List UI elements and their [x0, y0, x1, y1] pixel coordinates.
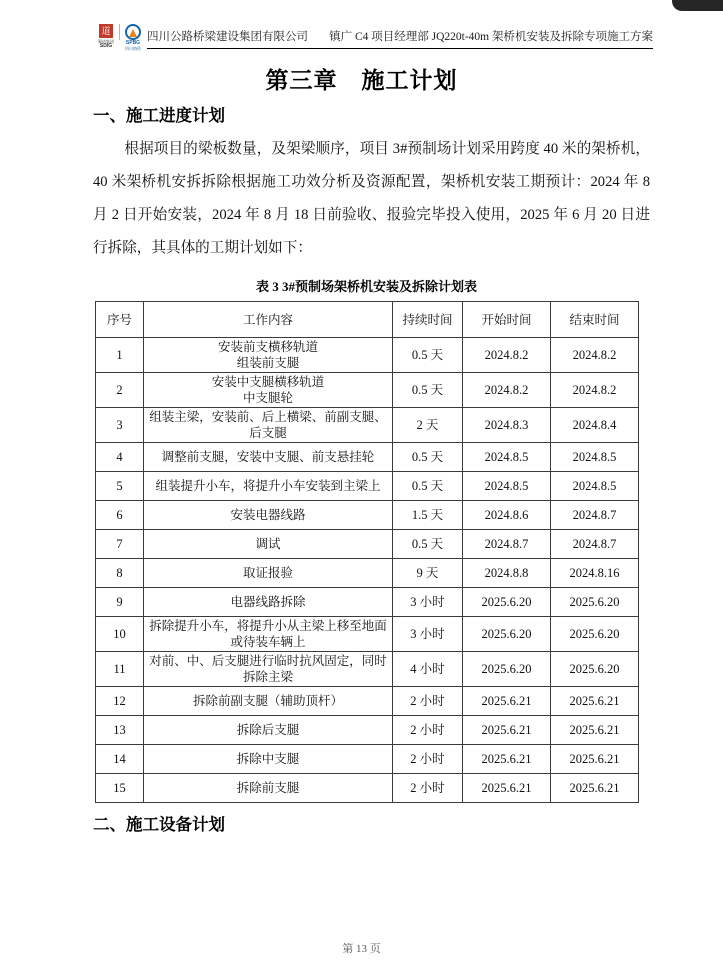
work-content-cell: 拆除后支腿: [144, 716, 393, 745]
spbg-logo-caption: SPBG 四川路桥: [125, 40, 141, 51]
start-date-cell: 2024.8.8: [463, 559, 551, 588]
work-content-cell: 调整前支腿，安装中支腿、前支悬挂轮: [144, 443, 393, 472]
duration-cell: 9 天: [393, 559, 463, 588]
table-row: [96, 745, 639, 774]
duration-cell: 2 小时: [393, 774, 463, 803]
end-date-cell: 2024.8.7: [551, 501, 639, 530]
duration-cell: 0.5 天: [393, 373, 463, 408]
table-row: [96, 373, 639, 408]
duration-cell: 0.5 天: [393, 443, 463, 472]
start-date-cell: 2024.8.5: [463, 443, 551, 472]
start-date-cell: 2025.6.20: [463, 588, 551, 617]
work-content-cell: 电器线路拆除: [144, 588, 393, 617]
schedule-table: [95, 301, 639, 803]
duration-cell: 2 天: [393, 408, 463, 443]
duration-cell: 2 小时: [393, 687, 463, 716]
col-header-duration: 持续时间: [393, 302, 463, 338]
end-date-cell: 2025.6.21: [551, 745, 639, 774]
work-content-cell: 拆除中支腿: [144, 745, 393, 774]
end-date-cell: 2025.6.21: [551, 774, 639, 803]
end-date-cell: 2024.8.4: [551, 408, 639, 443]
table-row: [96, 774, 639, 803]
work-content-cell: 安装前支横移轨道 组装前支腿: [144, 338, 393, 373]
sdig-logo-icon: 道: [99, 24, 113, 38]
table-row: [96, 559, 639, 588]
table-row: [96, 687, 639, 716]
doc-title: 镇广 C4 项目经理部 JQ220t-40m 架桥机安装及拆除专项施工方案: [329, 31, 653, 43]
section2-heading: 二、施工设备计划: [93, 816, 225, 834]
start-date-cell: 2024.8.3: [463, 408, 551, 443]
start-date-cell: 2024.8.2: [463, 373, 551, 408]
work-content-cell: 对前、中、后支腿进行临时抗风固定，同时 拆除主梁: [144, 652, 393, 687]
end-date-cell: 2025.6.20: [551, 617, 639, 652]
table-row: [96, 501, 639, 530]
row-num-cell: 8: [96, 559, 144, 588]
row-num-cell: 4: [96, 443, 144, 472]
work-content-cell: 组装主梁，安装前、后上横梁、前副支腿、 后支腿: [144, 408, 393, 443]
end-date-cell: 2024.8.16: [551, 559, 639, 588]
row-num-cell: 1: [96, 338, 144, 373]
row-num-cell: 15: [96, 774, 144, 803]
duration-cell: 3 小时: [393, 617, 463, 652]
row-num-cell: 12: [96, 687, 144, 716]
end-date-cell: 2024.8.5: [551, 472, 639, 501]
table-row: [96, 588, 639, 617]
table-row: [96, 443, 639, 472]
work-content-cell: 取证报验: [144, 559, 393, 588]
section1-heading: 一、施工进度计划: [93, 107, 225, 125]
row-num-cell: 10: [96, 617, 144, 652]
end-date-cell: 2025.6.21: [551, 687, 639, 716]
row-num-cell: 14: [96, 745, 144, 774]
company-name: 四川公路桥梁建设集团有限公司: [147, 31, 308, 43]
start-date-cell: 2025.6.21: [463, 745, 551, 774]
work-content-cell: 拆除前支腿: [144, 774, 393, 803]
row-num-cell: 6: [96, 501, 144, 530]
start-date-cell: 2024.8.2: [463, 338, 551, 373]
page-footer: [0, 940, 723, 956]
work-content-cell: 调试: [144, 530, 393, 559]
start-date-cell: 2024.8.5: [463, 472, 551, 501]
row-num-cell: 3: [96, 408, 144, 443]
row-num-cell: 11: [96, 652, 144, 687]
duration-cell: 0.5 天: [393, 472, 463, 501]
row-num-cell: 2: [96, 373, 144, 408]
page-number: 第 13 页: [342, 943, 381, 955]
row-num-cell: 13: [96, 716, 144, 745]
row-num-cell: 9: [96, 588, 144, 617]
work-content-cell: 安装中支腿横移轨道 中支腿轮: [144, 373, 393, 408]
sdig-logo-caption: 蜀道集团 SDIG: [98, 39, 114, 49]
start-date-cell: 2025.6.21: [463, 716, 551, 745]
end-date-cell: 2024.8.2: [551, 338, 639, 373]
table-row: [96, 617, 639, 652]
table-header-row: [96, 302, 639, 338]
start-date-cell: 2024.8.6: [463, 501, 551, 530]
duration-cell: 4 小时: [393, 652, 463, 687]
end-date-cell: 2024.8.7: [551, 530, 639, 559]
work-content-cell: 安装电器线路: [144, 501, 393, 530]
end-date-cell: 2024.8.5: [551, 443, 639, 472]
table-row: [96, 338, 639, 373]
row-num-cell: 7: [96, 530, 144, 559]
chapter-title: 第三章 施工计划: [265, 67, 458, 93]
schedule-table-body: [96, 338, 639, 803]
col-header-content: 工作内容: [144, 302, 393, 338]
start-date-cell: 2025.6.21: [463, 687, 551, 716]
table-row: [96, 408, 639, 443]
duration-cell: 3 小时: [393, 588, 463, 617]
end-date-cell: 2025.6.20: [551, 588, 639, 617]
duration-cell: 1.5 天: [393, 501, 463, 530]
table-row: [96, 716, 639, 745]
duration-cell: 2 小时: [393, 745, 463, 774]
work-content-cell: 拆除提升小车，将提升小从主梁上移至地面 或待装车辆上: [144, 617, 393, 652]
table-row: [96, 530, 639, 559]
intro-paragraph: 根据项目的梁板数量，及架梁顺序，项目 3#预制场计划采用跨度 40 米的架桥机，40 米架桥机安拆拆除根据施工功效分析及资源配置，架桥机安装工期预计：2024 年 8 月 2 日开始安装，2024 年 8 月 18 日前验收、报验完毕投入使用，2025 年 6 月 20 日进行拆除，其具体的工期计划如下：: [93, 141, 650, 256]
col-header-num: 序号: [96, 302, 144, 338]
duration-cell: 0.5 天: [393, 530, 463, 559]
start-date-cell: 2024.8.7: [463, 530, 551, 559]
end-date-cell: 2024.8.2: [551, 373, 639, 408]
start-date-cell: 2025.6.20: [463, 617, 551, 652]
table-caption: 表 3 3#预制场架桥机安装及拆除计划表: [255, 279, 477, 294]
work-content-cell: 拆除前副支腿（辅助顶杆）: [144, 687, 393, 716]
start-date-cell: 2025.6.21: [463, 774, 551, 803]
row-num-cell: 5: [96, 472, 144, 501]
col-header-start: 开始时间: [463, 302, 551, 338]
end-date-cell: 2025.6.21: [551, 716, 639, 745]
table-row: [96, 652, 639, 687]
duration-cell: 0.5 天: [393, 338, 463, 373]
duration-cell: 2 小时: [393, 716, 463, 745]
table-row: [96, 472, 639, 501]
col-header-end: 结束时间: [551, 302, 639, 338]
start-date-cell: 2025.6.20: [463, 652, 551, 687]
work-content-cell: 组装提升小车，将提升小车安装到主梁上: [144, 472, 393, 501]
end-date-cell: 2025.6.20: [551, 652, 639, 687]
